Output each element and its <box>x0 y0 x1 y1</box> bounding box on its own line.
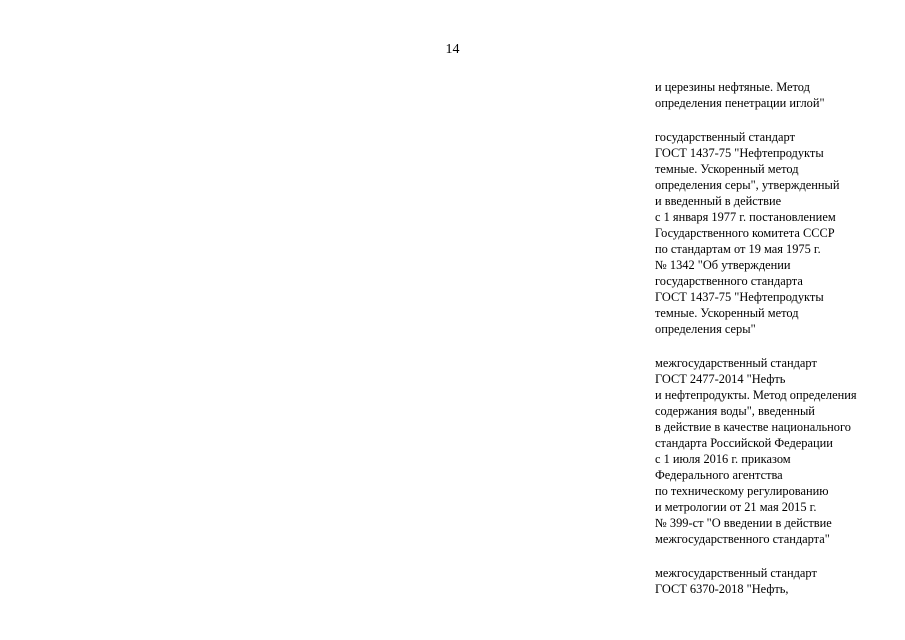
text-line: определения серы" <box>655 322 756 336</box>
text-line: темные. Ускоренный метод <box>655 306 799 320</box>
text-line: Государственного комитета СССР <box>655 226 835 240</box>
text-line: содержания воды", введенный <box>655 404 815 418</box>
text-line: № 1342 "Об утверждении <box>655 258 791 272</box>
text-line: ГОСТ 1437-75 "Нефтепродукты <box>655 290 824 304</box>
text-line: межгосударственный стандарт <box>655 356 817 370</box>
document-text-column <box>655 79 900 597</box>
text-line: в действие в качестве национального <box>655 420 851 434</box>
text-block-gost-1437 <box>655 129 900 337</box>
text-line: Федерального агентства <box>655 468 783 482</box>
text-block-gost-6370 <box>655 565 900 597</box>
text-line: определения серы", утвержденный <box>655 178 840 192</box>
text-line: государственного стандарта <box>655 274 803 288</box>
text-block-gost-2477 <box>655 355 900 547</box>
text-line: с 1 января 1977 г. постановлением <box>655 210 836 224</box>
text-line: и введенный в действие <box>655 194 782 208</box>
page-number: 14 <box>445 42 460 57</box>
text-line: с 1 июля 2016 г. приказом <box>655 452 791 466</box>
text-line: межгосударственный стандарт <box>655 566 817 580</box>
text-line: по техническому регулированию <box>655 484 829 498</box>
text-line: определения пенетрации иглой" <box>655 96 825 110</box>
text-line: ГОСТ 1437-75 "Нефтепродукты <box>655 146 824 160</box>
text-line: по стандартам от 19 мая 1975 г. <box>655 242 821 256</box>
text-line: ГОСТ 6370-2018 "Нефть, <box>655 582 789 596</box>
text-line: темные. Ускоренный метод <box>655 162 799 176</box>
text-line: межгосударственного стандарта" <box>655 532 830 546</box>
text-line: стандарта Российской Федерации <box>655 436 833 450</box>
text-line: государственный стандарт <box>655 130 795 144</box>
text-line: и нефтепродукты. Метод определения <box>655 388 857 402</box>
text-block-penetration <box>655 79 900 111</box>
text-line: и метрологии от 21 мая 2015 г. <box>655 500 817 514</box>
text-line: № 399-ст "О введении в действие <box>655 516 832 530</box>
text-line: и церезины нефтяные. Метод <box>655 80 810 94</box>
text-line: ГОСТ 2477-2014 "Нефть <box>655 372 786 386</box>
